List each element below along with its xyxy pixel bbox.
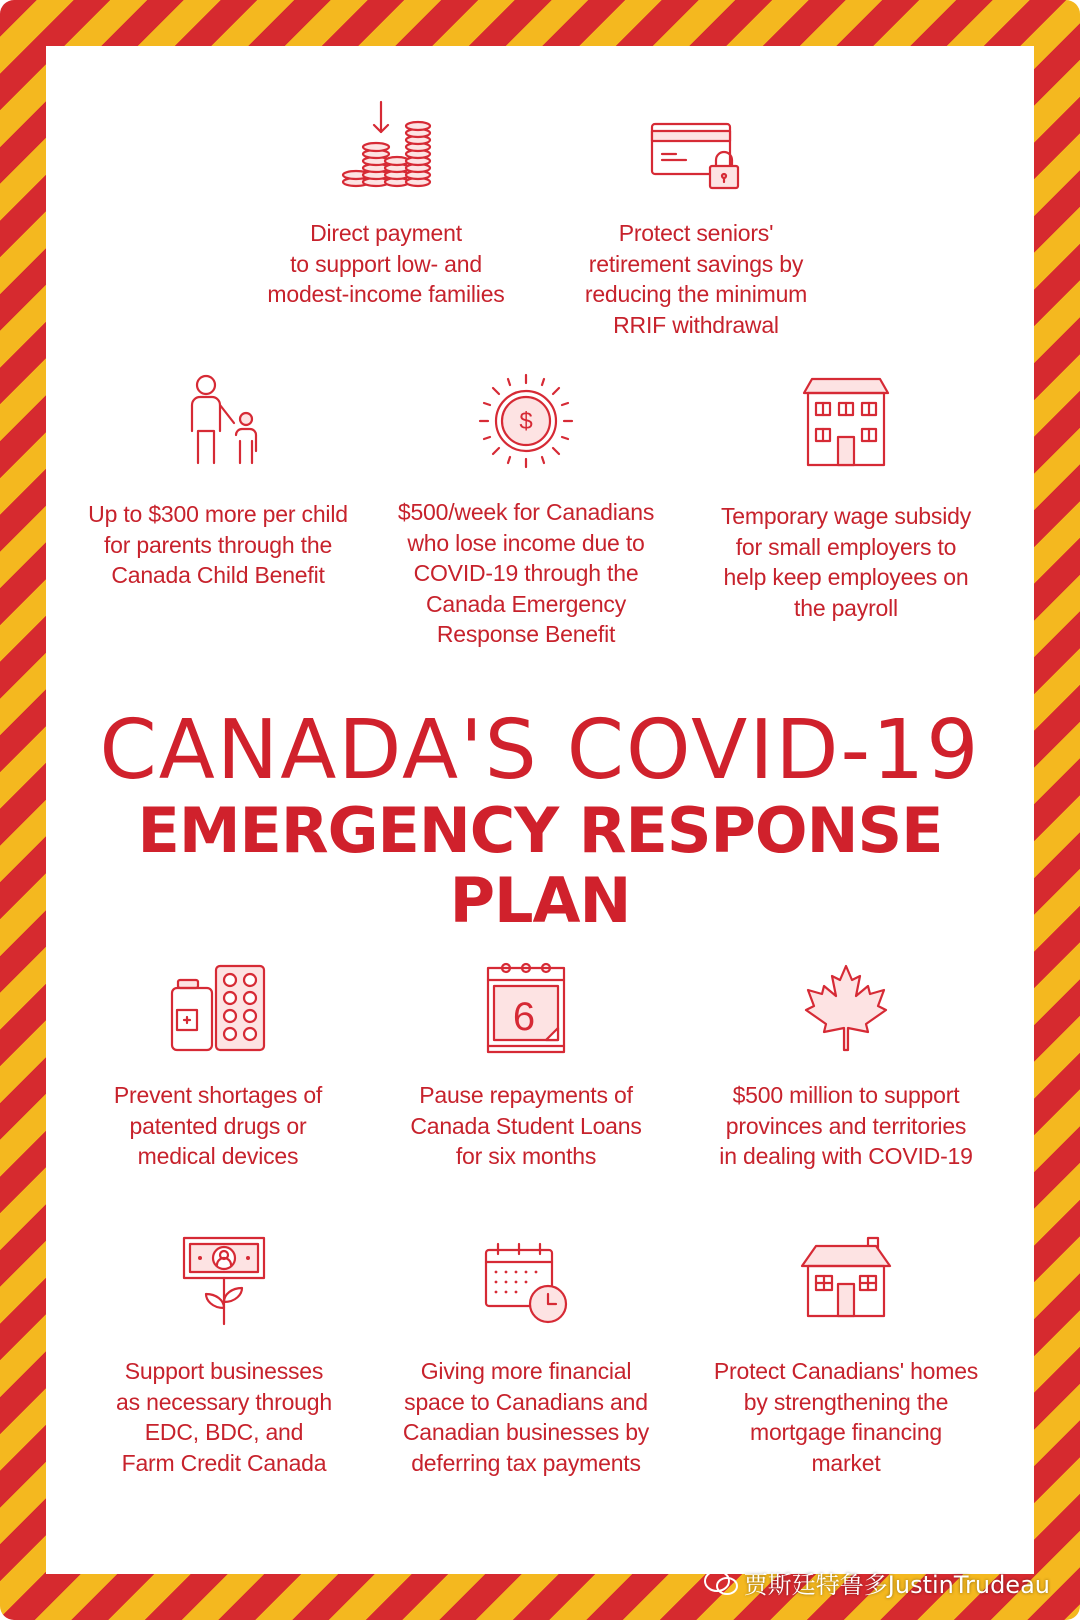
- coin-stacks-icon: [336, 96, 436, 196]
- item-label: $500/week for Canadians who lose income due to COVID-19 through the Canada Emergency Response Benefit: [397, 499, 655, 647]
- item-child-benefit: [68, 371, 368, 591]
- page-title: CANADA'S COVID-19: [99, 703, 981, 798]
- item-label: Pause repayments of Canada Student Loans for six months: [410, 1082, 642, 1169]
- item-direct-payment: [236, 96, 536, 310]
- page-subtitle: EMERGENCY RESPONSE PLAN: [137, 794, 943, 937]
- item-label: Giving more financial space to Canadians and Canadian businesses by deferring tax payments: [402, 1358, 650, 1476]
- item-wage-subsidy: [696, 371, 996, 623]
- parent-child-icon: [168, 371, 268, 471]
- item-homes: [696, 1232, 996, 1478]
- watermark-text: 贾斯廷特鲁多JustinTrudeau: [743, 1571, 1050, 1599]
- item-cerb: [376, 371, 676, 650]
- item-provinces: [696, 958, 996, 1172]
- house-icon: [796, 1232, 896, 1332]
- item-drug-shortages: [68, 958, 368, 1172]
- item-label: Up to $300 more per child for parents through the Canada Child Benefit: [88, 501, 348, 588]
- content-panel: [46, 46, 1034, 1574]
- wechat-icon: [704, 1569, 738, 1597]
- item-tax-deferral: [376, 1232, 676, 1478]
- calendar-day-number: 6: [512, 995, 536, 1039]
- calendar-clock-icon: [476, 1232, 576, 1332]
- title-block: [46, 703, 1034, 937]
- item-label: Protect Canadians' homes by strengthening the mortgage financing market: [713, 1358, 979, 1476]
- medicine-bottle-pills-icon: [168, 958, 268, 1058]
- item-label: Protect seniors' retirement savings by reducing the minimum RRIF withdrawal: [584, 220, 808, 338]
- item-businesses: [74, 1232, 374, 1478]
- credit-card-lock-icon: [646, 96, 746, 196]
- item-label: Prevent shortages of patented drugs or medical devices: [113, 1082, 323, 1169]
- item-rrif: [546, 96, 846, 340]
- svg-text:$: $: [519, 408, 533, 435]
- office-building-icon: [796, 371, 896, 471]
- item-label: Direct payment to support low- and modest-income families: [267, 220, 505, 307]
- dollar-sun-icon: [476, 371, 576, 471]
- item-label: $500 million to support provinces and territories in dealing with COVID-19: [719, 1082, 973, 1169]
- item-student-loans: [376, 958, 676, 1172]
- money-plant-icon: [174, 1232, 274, 1332]
- item-label: Support businesses as necessary through EDC, BDC, and Farm Credit Canada: [116, 1358, 332, 1476]
- maple-leaf-icon: [796, 958, 896, 1058]
- watermark: [704, 1565, 1050, 1600]
- calendar-page-icon: [476, 958, 576, 1058]
- item-label: Temporary wage subsidy for small employers to help keep employees on the payroll: [721, 503, 971, 621]
